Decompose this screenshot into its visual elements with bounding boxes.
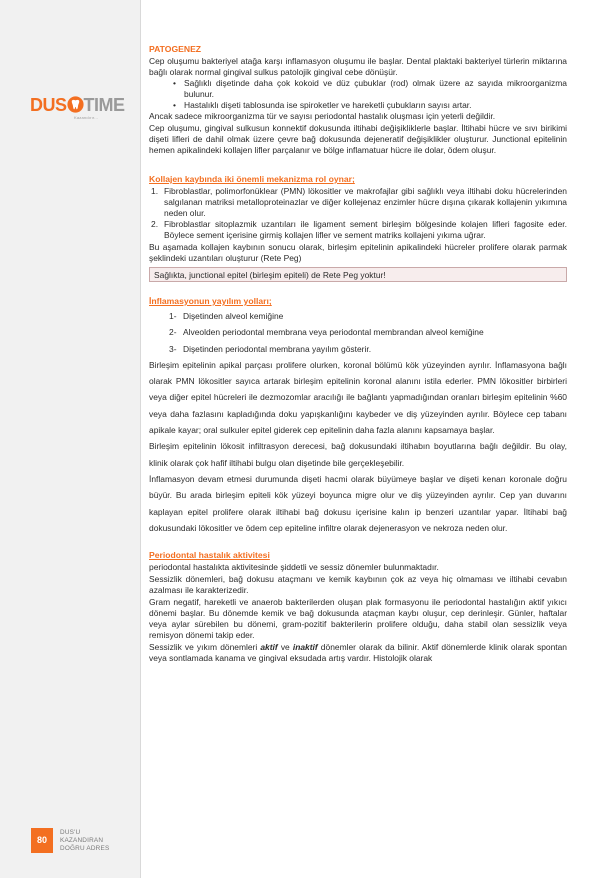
slogan-line: DOĞRU ADRES xyxy=(60,845,110,852)
paragraph: Ancak sadece mikroorganizma tür ve sayısı periodontal hastalık oluşması için yeterli değildir. xyxy=(149,111,496,121)
list-item-text: Fibroblastlar sitoplazmik uzantıları ile ligament sement birleşim bölgesinde kolajen lifleri fagosite eder. Böylece sement içerisine girmiş kollajen lifler ve sement matriks kollajeni yıkıma uğrar. xyxy=(164,219,567,240)
list-item-text: Dişetinden alveol kemiğine xyxy=(183,311,284,321)
sidebar-divider xyxy=(140,0,141,878)
bullet-marker: • xyxy=(173,100,176,110)
paragraph: Gram negatif, hareketli ve anaerob bakterilerden oluşan plak formasyonu ile periodontal hastalığın aktif yıkıcı dönemi başlar. Bu dönemde kemik ve bağ dokusunda ataçman kaybı oluşur, cep derinleşir. Günler, haftalar veya aylar sürebilen bu dönemi, gram-pozitif bakterilerin prolifere olduğu, daha stabil olan sessizlik veya remisyon dönemi takip eder. xyxy=(149,597,567,641)
list-item-text: Dişetinden periodontal membrana yayılım gösterir. xyxy=(183,343,372,354)
list-item xyxy=(149,100,567,111)
list-number: 2. xyxy=(151,219,159,229)
logo-time-text: TIME xyxy=(83,95,125,115)
paragraph xyxy=(149,642,567,664)
list-number: 3- xyxy=(169,343,177,354)
list-item xyxy=(149,219,567,241)
list-number: 1- xyxy=(169,311,177,321)
slogan-line: DUS'U xyxy=(60,829,81,836)
page-number: 80 xyxy=(31,828,53,853)
paragraph: Sessizlik dönemleri, bağ dokusu ataçmanı ve kemik kaybının çok az veya hiç olmaması ve iltihabi cevabın azalması ile karakterizedir. xyxy=(149,574,567,596)
list-item-text: Fibroblastlar, polimorfonüklear (PMN) lökositler ve makrofajlar gibi sağlıklı veya iltihabi doku hücrelerinden salgılanan matriksi metalloproteinazlar ve diğer kollejenaz enzimler hücre dışına çıkarak kollajenin yıkımına neden olur. xyxy=(164,186,567,218)
paragraph: Birleşim epitelinin apikal parçası prolifere olurken, koronal bölümü kök yüzeyinden ayrılır. İnflamasyona bağlı olarak PMN lökositler sayıca artarak birleşim epitelinin koronal alanını istila ederler. PMN lökositler birbirleri veya diğer epitel hücreleri ile dezmozomlar aracılığı ile bağlantı yapmadığından oranları birleşim epitelinin %60 veya daha fazlasını kapladığında doku yapışkanlığını kaybeder ve diş yüzeyinden ayrılır. Böylece cep tabanı apikale kayar; oral sulkuler epitel giderek cep epitelinin daha fazla alanını kapsamaya başlar. xyxy=(149,359,567,436)
slogan-line: KAZANDIRAN xyxy=(60,837,104,844)
page-sidebar xyxy=(0,0,140,878)
logo-tagline: Kazandırır... xyxy=(74,115,99,120)
text-run: Sessizlik ve yıkım dönemleri xyxy=(149,642,261,653)
section-title-inflamasyon: İnflamasyonun yayılım yolları; xyxy=(149,296,272,306)
footer-slogan xyxy=(60,829,109,853)
paragraph: Birleşim epitelinin lökosit infiltrasyon derecesi, bağ dokusundaki iltihabın boyutlarına bağlı değildir. Bu olay, klinik olarak çok hafif iltihabi bulgu olan dişetinde bile gerçekleşebilir. xyxy=(149,441,567,468)
list-item xyxy=(149,78,567,100)
paragraph: Cep oluşumu bakteriyel atağa karşı inflamasyon oluşumu ile başlar. Dental plaktaki bakteriyel türlerin miktarına bağlı olarak normal gingival sulkus patolojik gingival cebe dönüşür. xyxy=(149,56,567,77)
list-item xyxy=(149,186,567,219)
bullet-list xyxy=(149,78,567,111)
text-run: dönemler olarak da bilinir. Aktif dönemlerde klinik olarak spontan veya sontlamada kanama ve gingival eksudada artış vardır. Histolojik olarak xyxy=(149,642,568,664)
brand-logo xyxy=(30,95,125,126)
list-item-text: Sağlıklı dişetinde daha çok kokoid ve düz çubuklar (rod) olmak üzere az sayıda mikroorganizma bulunur. xyxy=(184,78,567,99)
paragraph: Cep oluşumu, gingival sulkusun konnektif dokusunda iltihabi değişikliklerle başlar. İltihabi hücre ve sıvı birikimi dişeti lifleri de dahil olmak üzere çevre bağ dokusunda dejeneratif değişiklikler oluşturur. Junctional epitelinin hemen apikalindeki kollajen lifler parçalanır ve bölge inflamatuar hücre ile dolar, ödem oluşur. xyxy=(149,123,567,155)
list-item xyxy=(149,324,567,340)
paragraph: periodontal hastalıkta aktivitesinde şiddetli ve sessiz dönemler bulunmaktadır. xyxy=(149,562,439,573)
bullet-marker: • xyxy=(173,78,176,88)
emphasis-inaktif: inaktif xyxy=(292,642,318,653)
emphasis-aktif: aktif xyxy=(260,642,278,653)
list-item xyxy=(149,308,567,324)
text-run: ve xyxy=(277,642,293,653)
note-box: Sağlıkta, junctional epitel (birleşim epiteli) de Rete Peg yoktur! xyxy=(149,267,567,282)
numbered-list xyxy=(149,308,567,357)
section-title-kollajen: Kollajen kaybında iki önemli mekanizma rol oynar; xyxy=(149,174,355,184)
list-number: 1. xyxy=(151,186,159,196)
section-title-aktivite: Periodontal hastalık aktivitesi xyxy=(149,550,270,561)
list-item-text: Alveolden periodontal membrana veya periodontal membrandan alveol kemiğine xyxy=(183,327,484,338)
list-item xyxy=(149,341,567,357)
paragraph: İnflamasyon devam etmesi durumunda dişeti hacmi olarak büyümeye başlar ve dişeti kenarı koronale doğru büyür. Bu arada birleşim epiteli kök yüzeyi boyunca migre olur ve diş yüzeyinden ayrılır. Cep yan duvarını kaplayan epitel prolifere olarak iltihabi bağ dokusu içerisine kalın ip benzeri uzantılar yapar. İltihabi bağ dokusundaki lökositler ve ödem cep epiteline infiltre olarak dejenerasyon ve nekroza neden olur. xyxy=(149,473,567,533)
section-title-patogenez: PATOGENEZ xyxy=(149,44,202,54)
logo-dus-text: DUS xyxy=(30,95,67,115)
main-content xyxy=(149,44,567,664)
logo-wordmark xyxy=(30,95,125,115)
list-item-text: Hastalıklı dişeti tablosunda ise spiroketler ve hareketli çubukların sayısı artar. xyxy=(184,100,472,110)
list-number: 2- xyxy=(169,327,177,338)
tooth-icon xyxy=(67,96,84,113)
numbered-list xyxy=(149,186,567,241)
paragraph: Bu aşamada kollajen kaybının sonucu olarak, birleşim epitelinin apikalindeki hücreler prolifere olarak parmak şeklindeki uzantıları oluşturur (Rete Peg) xyxy=(149,242,567,263)
